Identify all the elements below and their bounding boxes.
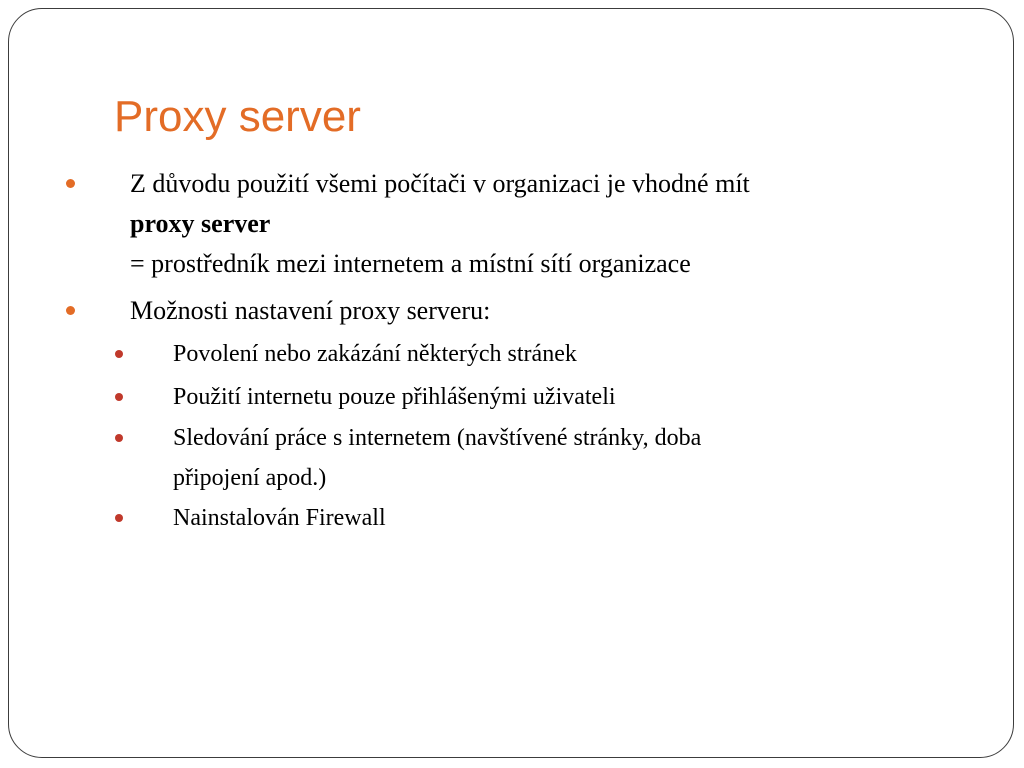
sub-bullet-4: Nainstalován Firewall	[173, 505, 386, 531]
bullet-1-line-2: proxy server	[130, 209, 271, 238]
slide-title: Proxy server	[114, 92, 361, 141]
sub-bullet-3-line-2: připojení apod.)	[173, 465, 327, 491]
sub-bullet-dot-icon	[115, 434, 123, 442]
bullet-dot-icon	[66, 179, 75, 188]
sub-bullet-3-line-1: Sledování práce s internetem (navštívené stránky, doba	[173, 425, 702, 451]
bullet-dot-icon	[66, 306, 75, 315]
sub-bullet-1: Povolení nebo zakázání některých stránek	[173, 341, 577, 367]
sub-bullet-dot-icon	[115, 350, 123, 358]
bullet-1-line-1: Z důvodu použití všemi počítači v organizaci je vhodné mít	[130, 169, 750, 198]
sub-bullet-dot-icon	[115, 514, 123, 522]
bullet-1-line-3: = prostředník mezi internetem a místní sítí organizace	[130, 249, 691, 278]
sub-bullet-dot-icon	[115, 393, 123, 401]
sub-bullet-2: Použití internetu pouze přihlášenými uživateli	[173, 384, 616, 410]
bullet-2-line-1: Možnosti nastavení proxy serveru:	[130, 296, 491, 325]
